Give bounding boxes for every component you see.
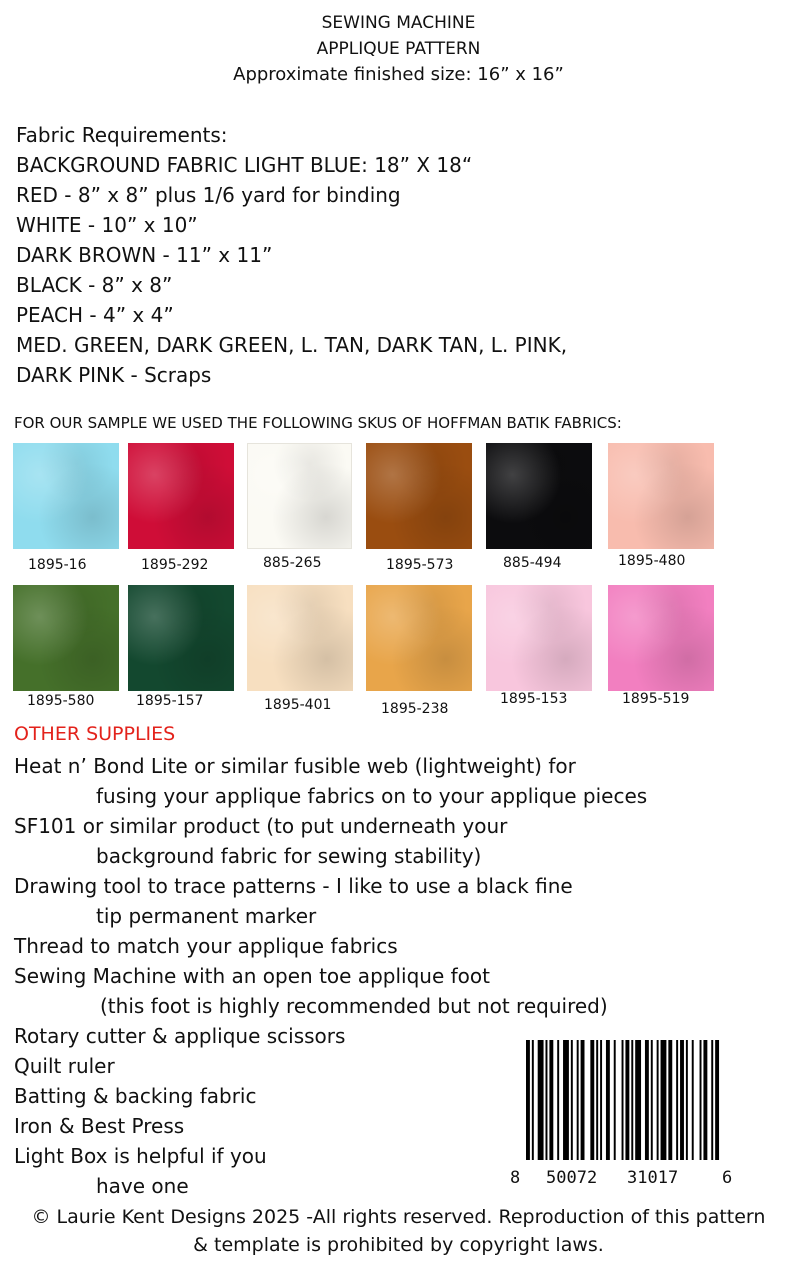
supply-item: Light Box is helpful if you — [14, 1144, 267, 1168]
fabric-swatch — [608, 585, 714, 691]
copyright-line: © Laurie Kent Designs 2025 -All rights reserved. Reproduction of this pattern — [31, 1206, 766, 1228]
barcode-bar — [577, 1040, 579, 1160]
supply-item-continued: tip permanent marker — [96, 904, 317, 928]
barcode-bar — [651, 1040, 653, 1160]
supply-item-continued: (this foot is highly recommended but not required) — [100, 994, 608, 1018]
sku-label: 1895-153 — [500, 691, 568, 707]
supply-item-continued: background fabric for sewing stability) — [96, 844, 482, 868]
barcode-bar — [546, 1040, 548, 1160]
fabric-requirement-line: BACKGROUND FABRIC LIGHT BLUE: 18” X 18“ — [16, 153, 473, 177]
supply-item: SF101 or similar product (to put underneath your — [14, 814, 508, 838]
barcode-bar — [715, 1040, 719, 1160]
barcode-bar — [571, 1040, 573, 1160]
fabric-swatch — [13, 585, 119, 691]
barcode-bar — [676, 1040, 678, 1160]
copyright-notice — [0, 1203, 797, 1259]
barcode-bar — [692, 1040, 694, 1160]
fabric-swatch — [486, 585, 592, 691]
fabric-requirement-line: PEACH - 4” x 4” — [16, 303, 174, 327]
fabric-requirement-line: DARK BROWN - 11” x 11” — [16, 243, 273, 267]
fabric-swatch — [13, 443, 119, 549]
barcode-digits: 50072 — [546, 1168, 598, 1188]
fabric-swatch — [366, 585, 472, 691]
pattern-header — [0, 10, 797, 88]
other-supplies-title: OTHER SUPPLIES — [14, 723, 176, 745]
copyright-line: & template is prohibited by copyright laws. — [193, 1234, 604, 1256]
barcode-digit: 6 — [722, 1168, 733, 1188]
sku-label: 1895-401 — [264, 697, 332, 713]
fabric-requirement-line: DARK PINK - Scraps — [16, 363, 212, 387]
sku-label: 885-494 — [503, 555, 562, 571]
sku-label: 1895-157 — [136, 693, 204, 709]
sku-label: 1895-480 — [618, 553, 686, 569]
barcode-bar — [557, 1040, 559, 1160]
barcode-bar — [703, 1040, 707, 1160]
supply-item: Rotary cutter & applique scissors — [14, 1024, 346, 1048]
barcode-bar — [631, 1040, 633, 1160]
barcode-bar — [686, 1040, 688, 1160]
sku-label: 1895-16 — [28, 557, 87, 573]
barcode — [526, 1040, 721, 1160]
barcode-bar — [606, 1040, 610, 1160]
supply-item: Iron & Best Press — [14, 1114, 185, 1138]
supply-item: Batting & backing fabric — [14, 1084, 257, 1108]
barcode-bar — [532, 1040, 534, 1160]
barcode-bar — [661, 1040, 667, 1160]
barcode-bar — [596, 1040, 598, 1160]
fabric-swatch — [247, 443, 352, 549]
barcode-bar — [635, 1040, 641, 1160]
supply-item: Drawing tool to trace patterns - I like to use a black fine — [14, 874, 573, 898]
barcode-bar — [625, 1040, 629, 1160]
fabric-swatch — [128, 443, 234, 549]
sku-label: 1895-519 — [622, 691, 690, 707]
sku-label: 1895-238 — [381, 701, 449, 717]
barcode-digit: 8 — [510, 1168, 521, 1188]
pattern-subtitle: APPLIQUE PATTERN — [316, 39, 481, 59]
barcode-bar — [538, 1040, 544, 1160]
fabric-requirement-line: RED - 8” x 8” plus 1/6 yard for binding — [16, 183, 401, 207]
barcode-bar — [645, 1040, 649, 1160]
supply-item-continued: have one — [96, 1174, 189, 1198]
barcode-bar — [668, 1040, 672, 1160]
fabric-requirements-title: Fabric Requirements: — [16, 123, 228, 147]
supply-item: Thread to match your applique fabrics — [14, 934, 398, 958]
barcode-bar — [711, 1040, 713, 1160]
fabric-swatch — [486, 443, 592, 549]
supply-item: Sewing Machine with an open toe applique foot — [14, 964, 490, 988]
fabric-swatch — [128, 585, 234, 691]
barcode-bar — [590, 1040, 594, 1160]
barcode-bar — [563, 1040, 569, 1160]
supply-item: Quilt ruler — [14, 1054, 115, 1078]
fabric-requirement-line: MED. GREEN, DARK GREEN, L. TAN, DARK TAN, L. PINK, — [16, 333, 568, 357]
fabric-requirement-line: BLACK - 8” x 8” — [16, 273, 173, 297]
sku-label: 885-265 — [263, 555, 322, 571]
fabric-swatch — [608, 443, 714, 549]
finished-size: Approximate finished size: 16” x 16” — [233, 64, 564, 85]
fabric-swatch — [247, 585, 353, 691]
barcode-digits: 31017 — [627, 1168, 679, 1188]
fabric-requirement-line: WHITE - 10” x 10” — [16, 213, 198, 237]
barcode-bar — [680, 1040, 684, 1160]
barcode-bar — [600, 1040, 602, 1160]
supply-item: Heat n’ Bond Lite or similar fusible web (lightweight) for — [14, 754, 576, 778]
barcode-bar — [526, 1040, 530, 1160]
supply-item-continued: fusing your applique fabrics on to your applique pieces — [96, 784, 648, 808]
sku-label: 1895-292 — [141, 557, 209, 573]
barcode-bar — [581, 1040, 585, 1160]
barcode-bar — [700, 1040, 702, 1160]
skus-heading: FOR OUR SAMPLE WE USED THE FOLLOWING SKUS OF HOFFMAN BATIK FABRICS: — [14, 414, 622, 432]
barcode-bar — [614, 1040, 616, 1160]
fabric-swatch — [366, 443, 472, 549]
barcode-bar — [657, 1040, 659, 1160]
barcode-bar — [622, 1040, 624, 1160]
sku-label: 1895-580 — [27, 693, 95, 709]
pattern-type: SEWING MACHINE — [321, 13, 476, 33]
fabric-requirements — [16, 120, 567, 390]
sku-label: 1895-573 — [386, 557, 454, 573]
barcode-bar — [549, 1040, 553, 1160]
